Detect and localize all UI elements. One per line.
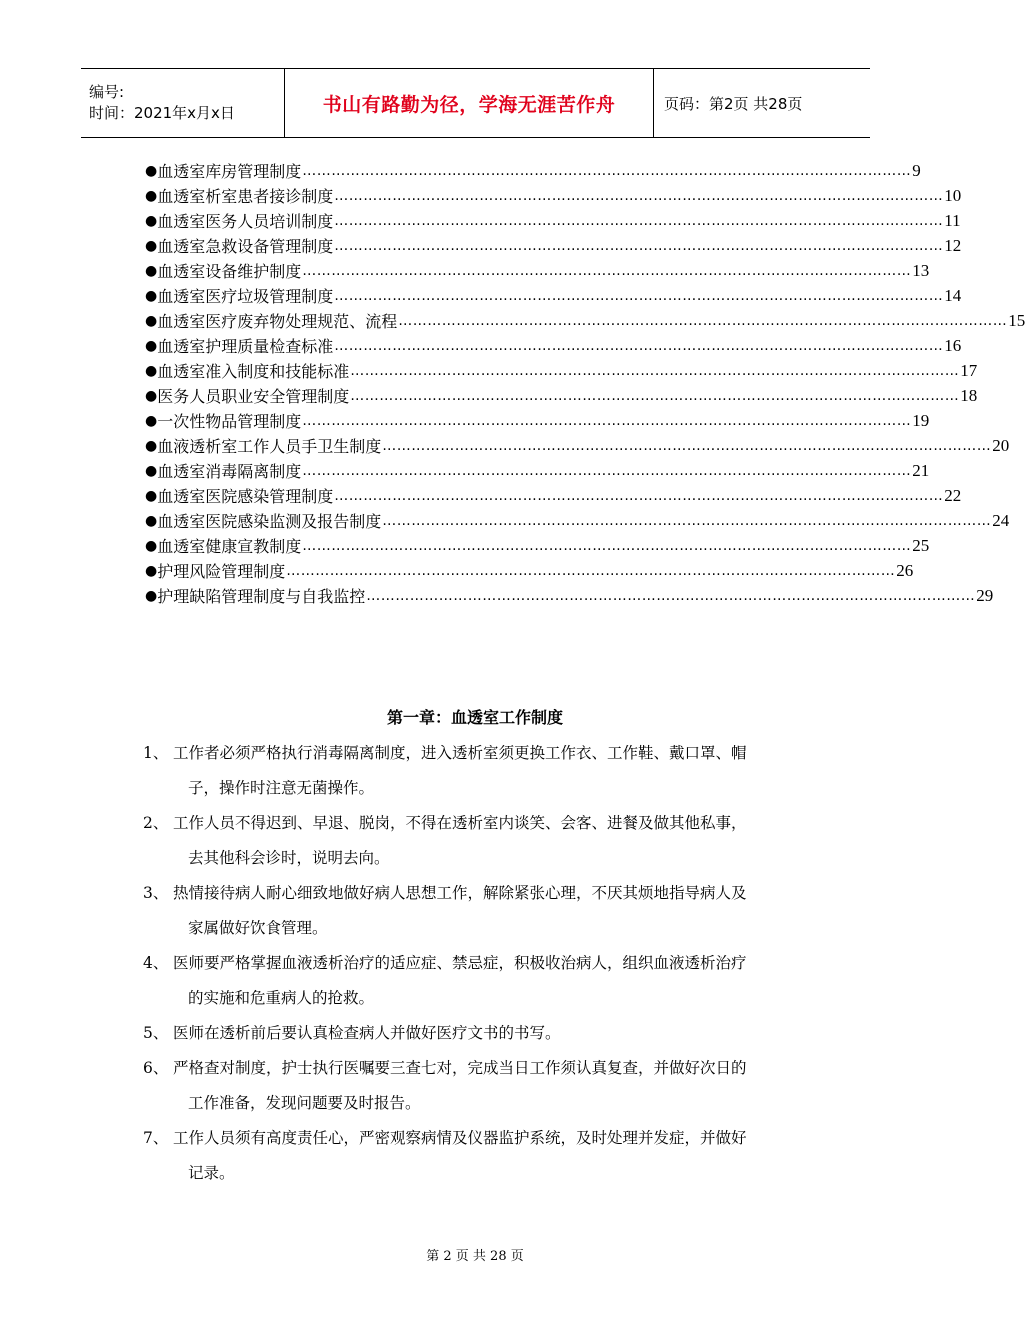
rule-item [143,1016,813,1051]
bullet-icon: ● [145,187,158,204]
toc-entry-title: 护理缺陷管理制度与自我监控 [157,587,366,606]
toc-entry[interactable] [145,333,962,358]
rule-line-2: 的实施和危重病人的抢救。 [188,989,375,1007]
page-footer: 第 2 页 共 28 页 [426,1249,524,1264]
header-page-number: 页码：第2页 共28页 [664,94,803,113]
toc-entry[interactable] [145,208,961,233]
toc-entry-page: 14 [944,285,962,305]
rule-line-1: 医师在透析前后要认真检查病人并做好医疗文书的书写。 [173,1024,561,1042]
toc-leader-dots: ……………………………………………………………………………………………………………… [302,262,912,279]
toc-entry-page: 22 [944,485,962,505]
toc-entry[interactable] [145,458,930,483]
rule-text [173,736,813,806]
rule-line-1: 热情接待病人耐心细致地做好病人思想工作，解除紧张心理，不厌其烦地指导病人及 [173,884,747,902]
toc-leader-dots: ……………………………………………………………………………………………………………… [382,437,992,454]
rule-text [173,1121,813,1191]
rule-number: 3、 [143,884,169,902]
rule-line-1: 工作人员不得迟到、早退、脱岗，不得在透析室内谈笑、会客、进餐及做其他私事， [173,814,747,832]
toc-entry-page: 16 [944,335,962,355]
bullet-icon: ● [145,487,158,504]
rule-line-2: 工作准备，发现问题要及时报告。 [188,1094,421,1112]
toc-entry-title: 血透室护理质量检查标准 [157,337,334,356]
toc-leader-dots: ……………………………………………………………………………………………………………… [334,287,944,304]
toc-leader-dots: ……………………………………………………………………………………………………………… [398,312,1008,329]
toc-leader-dots: ……………………………………………………………………………………………………………… [302,412,912,429]
toc-leader-dots: ……………………………………………………………………………………………………………… [302,537,912,554]
toc-entry-page: 24 [992,510,1010,530]
rule-line-1: 工作者必须严格执行消毒隔离制度，进入透析室须更换工作衣、工作鞋、戴口罩、帽 [173,744,747,762]
bullet-icon: ● [145,362,158,379]
toc-entry[interactable] [145,258,930,283]
rule-line-2: 家属做好饮食管理。 [188,919,328,937]
rule-text [173,806,813,876]
rule-line-2: 记录。 [188,1164,235,1182]
toc-entry-title: 血透室析室患者接诊制度 [157,187,334,206]
toc-entry[interactable] [145,158,921,183]
toc-entry-title: 医务人员职业安全管理制度 [157,387,350,406]
toc-entry-page: 19 [912,410,930,430]
toc-entry-page: 10 [944,185,962,205]
bullet-icon: ● [145,262,158,279]
toc-entry-page: 29 [976,585,994,605]
toc-leader-dots: ……………………………………………………………………………………………………………… [350,387,960,404]
toc-entry-page: 12 [944,235,962,255]
bullet-icon: ● [145,462,158,479]
toc-entry-page: 26 [896,560,914,580]
bullet-icon: ● [145,287,158,304]
rule-number: 4、 [143,954,169,972]
rules-list [143,736,813,1191]
toc-entry-page: 15 [1008,310,1025,330]
toc-entry-title: 一次性物品管理制度 [157,412,302,431]
toc-entry-page: 21 [912,460,930,480]
bullet-icon: ● [145,437,158,454]
bullet-icon: ● [145,387,158,404]
bullet-icon: ● [145,237,158,254]
toc-entry-page: 20 [992,435,1010,455]
toc-entry[interactable] [145,283,962,308]
rule-text [173,1016,813,1051]
toc-leader-dots: ……………………………………………………………………………………………………………… [334,337,944,354]
toc-leader-dots: ……………………………………………………………………………………………………………… [334,212,944,229]
toc-entry-title: 血透室设备维护制度 [157,262,302,281]
toc-entry[interactable] [145,233,962,258]
toc-entry[interactable] [145,433,1010,458]
rule-line-2: 去其他科会诊时，说明去向。 [188,849,390,867]
rule-item [143,1121,813,1191]
toc-entry-title: 血透室库房管理制度 [157,162,302,181]
toc-entry-title: 血透室急救设备管理制度 [157,237,334,256]
rule-number: 2、 [143,814,169,832]
toc-entry-title: 血透室消毒隔离制度 [157,462,302,481]
toc-entry-page: 17 [960,360,978,380]
rule-text [173,1051,813,1121]
rule-item [143,1051,813,1121]
toc-leader-dots: ……………………………………………………………………………………………………………… [302,462,912,479]
toc-entry[interactable] [145,483,962,508]
toc-entry-page: 9 [912,160,921,180]
bullet-icon: ● [145,537,158,554]
toc-leader-dots: ……………………………………………………………………………………………………………… [334,237,944,254]
rule-number: 7、 [143,1129,169,1147]
bullet-icon: ● [145,587,158,604]
header-page-cell [654,69,802,137]
toc-entry[interactable] [145,383,978,408]
rule-item [143,736,813,806]
toc-entry-title: 血透室医院感染监测及报告制度 [157,512,382,531]
toc-leader-dots: ……………………………………………………………………………………………………………… [366,587,976,604]
toc-entry-title: 血透室医院感染管理制度 [157,487,334,506]
document-number-label: 编号: [89,83,125,101]
bullet-icon: ● [145,412,158,429]
toc-entry-title: 血透室准入制度和技能标准 [157,362,350,381]
rule-line-1: 工作人员须有高度责任心，严密观察病情及仪器监护系统，及时处理并发症，并做好 [173,1129,747,1147]
toc-entry-page: 13 [912,260,930,280]
toc-leader-dots: ……………………………………………………………………………………………………………… [334,187,944,204]
rule-number: 6、 [143,1059,169,1077]
toc-entry-title: 血液透析室工作人员手卫生制度 [157,437,382,456]
toc-leader-dots: ……………………………………………………………………………………………………………… [334,487,944,504]
rule-text [173,876,813,946]
toc-entry[interactable] [145,308,1025,333]
toc-entry-title: 护理风险管理制度 [157,562,286,581]
header-motto-cell [284,69,654,137]
toc-leader-dots: ……………………………………………………………………………………………………………… [350,362,960,379]
rule-text [173,946,813,1016]
rule-item [143,806,813,876]
toc-entry[interactable] [145,533,930,558]
bullet-icon: ● [145,162,158,179]
toc-leader-dots: ……………………………………………………………………………………………………………… [382,512,992,529]
document-date: 时间：2021年x月x日 [89,104,235,122]
bullet-icon: ● [145,562,158,579]
bullet-icon: ● [145,337,158,354]
bullet-icon: ● [145,212,158,229]
rule-item [143,876,813,946]
toc-entry[interactable] [145,558,914,583]
bullet-icon: ● [145,312,158,329]
toc-entry-page: 11 [944,210,961,230]
rule-line-2: 子，操作时注意无菌操作。 [188,779,375,797]
rule-line-1: 严格查对制度，护士执行医嘱要三查七对，完成当日工作须认真复查，并做好次日的 [173,1059,747,1077]
rule-line-1: 医师要严格掌握血液透析治疗的适应症、禁忌症，积极收治病人，组织血液透析治疗 [173,954,747,972]
table-of-contents [145,158,1025,608]
toc-entry[interactable] [145,408,930,433]
header-meta [81,69,284,137]
toc-entry[interactable] [145,358,978,383]
toc-entry[interactable] [145,183,962,208]
toc-entry-page: 25 [912,535,930,555]
toc-leader-dots: ……………………………………………………………………………………………………………… [286,562,896,579]
toc-entry-page: 18 [960,385,978,405]
chapter-title: 第一章：血透室工作制度 [386,708,563,727]
header-motto: 书山有路勤为径，学海无涯苦作舟 [322,93,616,116]
rule-item [143,946,813,1016]
page-header [81,68,870,138]
rule-number: 1、 [143,744,169,762]
toc-entry-title: 血透室健康宣教制度 [157,537,302,556]
toc-entry[interactable] [145,583,994,608]
toc-entry[interactable] [145,508,1010,533]
rule-number: 5、 [143,1024,169,1042]
toc-leader-dots: ……………………………………………………………………………………………………………… [302,162,912,179]
toc-entry-title: 血透室医疗废弃物处理规范、流程 [157,312,398,331]
toc-entry-title: 血透室医疗垃圾管理制度 [157,287,334,306]
toc-entry-title: 血透室医务人员培训制度 [157,212,334,231]
bullet-icon: ● [145,512,158,529]
